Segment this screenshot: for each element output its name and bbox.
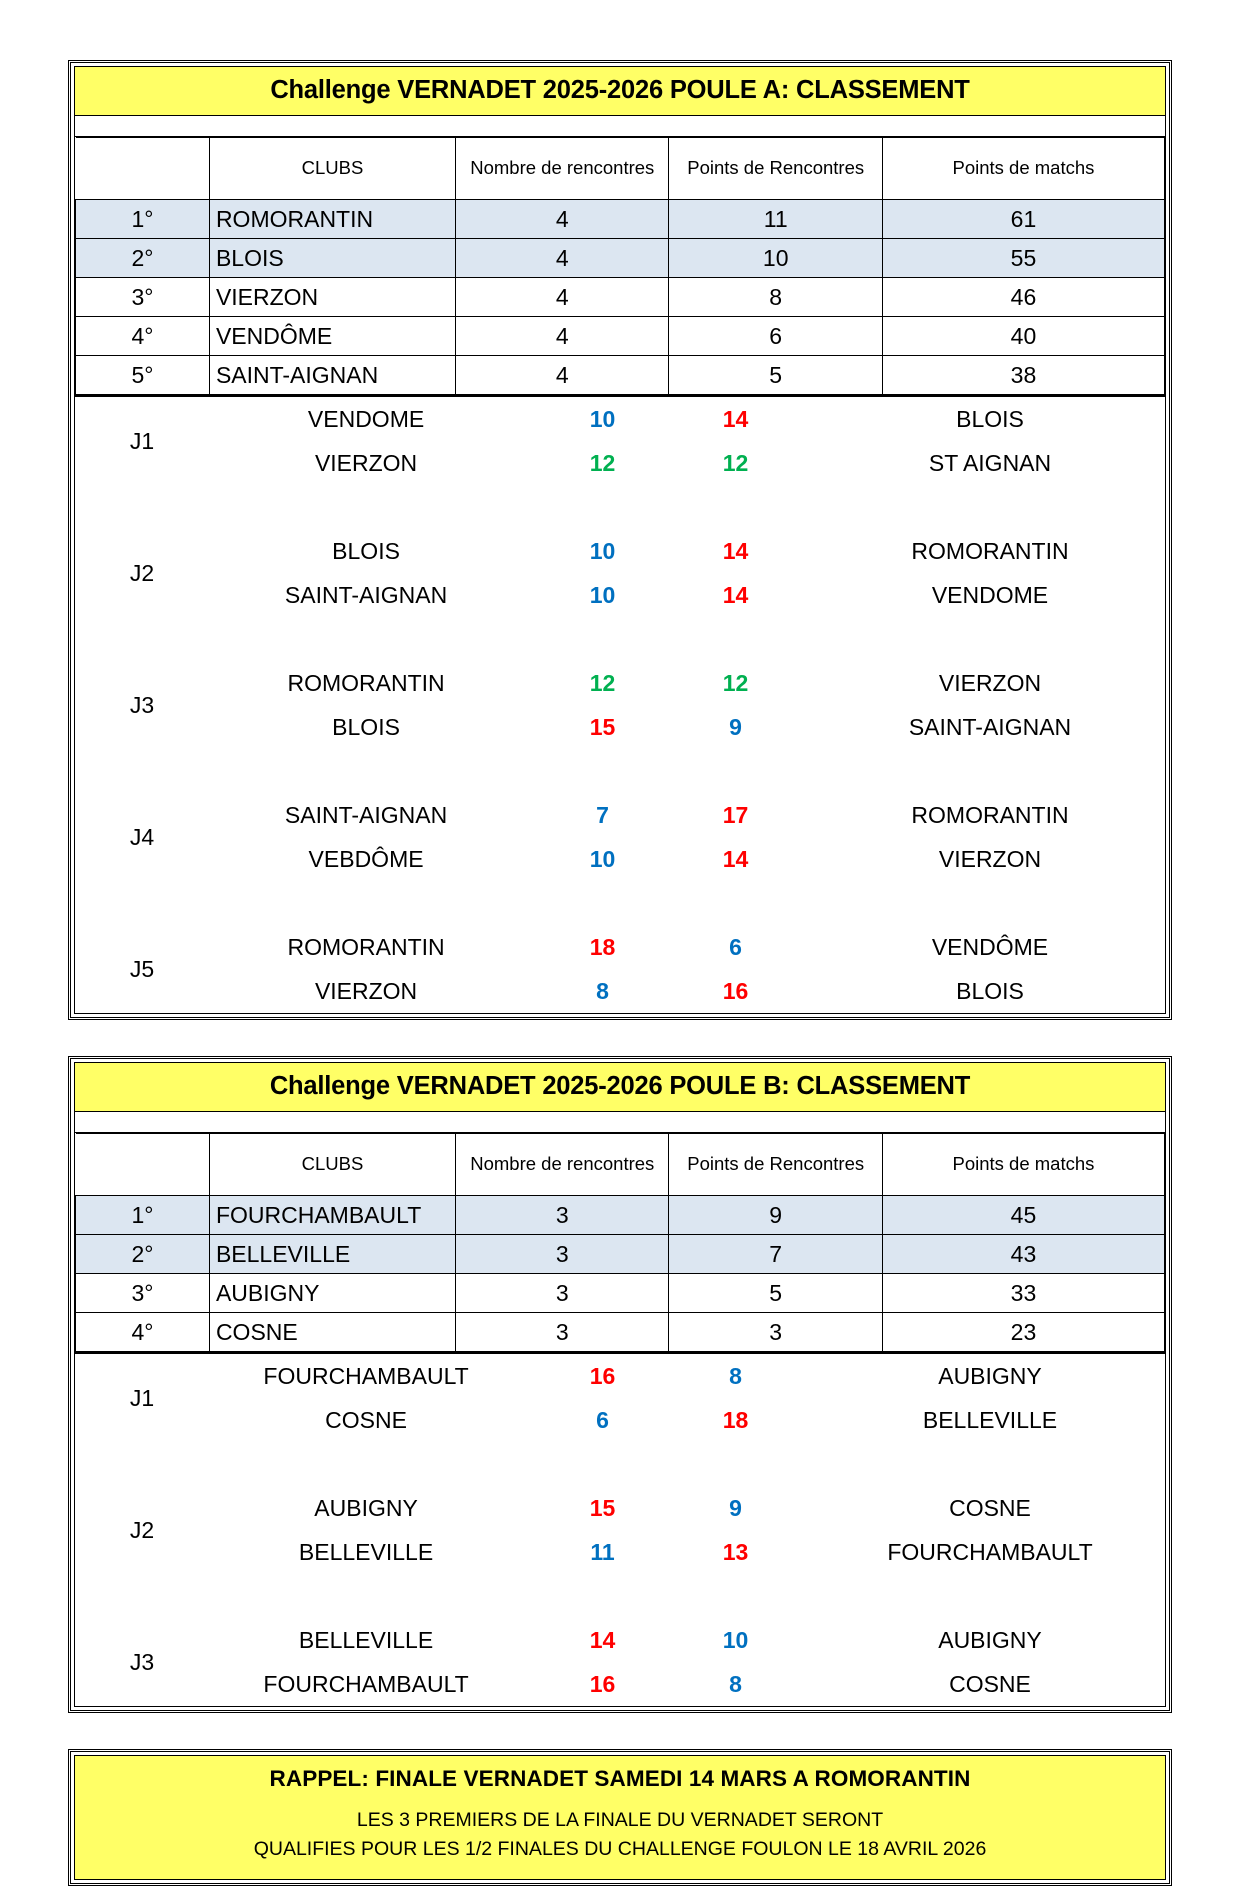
match-home-score: 15: [589, 1494, 616, 1521]
standings-points-matchs: 38: [882, 356, 1164, 395]
match-away-team: VIERZON: [938, 845, 1042, 872]
poule-a-panel: [68, 60, 1172, 1020]
standings-points-matchs: 40: [882, 317, 1164, 356]
round-day-label: J3: [129, 691, 155, 718]
match-home-team: ROMORANTIN: [287, 933, 445, 960]
standings-club: ROMORANTIN: [209, 200, 455, 239]
poule-b-matches-body: [75, 1354, 1165, 1706]
match-home-team: VIERZON: [314, 977, 418, 1004]
round-gap: [75, 617, 1165, 661]
match-away-score: 8: [729, 1362, 742, 1389]
standings-nb-rencontres: 3: [456, 1235, 669, 1274]
standings-rank: 1°: [76, 200, 210, 239]
match-home-team: AUBIGNY: [314, 1494, 418, 1521]
match-row: [75, 1530, 1165, 1574]
match-away-team: VENDÔME: [931, 933, 1049, 960]
standings-nb-rencontres: 4: [456, 356, 669, 395]
match-away-score: 6: [729, 933, 742, 960]
round-day-label: J3: [129, 1648, 155, 1675]
match-row: [75, 1662, 1165, 1706]
match-home-score: 14: [589, 1626, 616, 1653]
match-home-score: 10: [589, 581, 616, 608]
match-home-score: 15: [589, 713, 616, 740]
standings-club: FOURCHAMBAULT: [209, 1196, 455, 1235]
match-home-team: COSNE: [325, 1406, 407, 1433]
match-home-score: 12: [589, 669, 616, 696]
match-home-team: FOURCHAMBAULT: [263, 1670, 469, 1697]
match-away-score: 18: [722, 1406, 749, 1433]
round-day-label: J2: [129, 1516, 155, 1543]
match-home-team: BLOIS: [332, 713, 400, 740]
match-away-team: BLOIS: [956, 405, 1024, 432]
match-away-score: 16: [722, 977, 749, 1004]
standings-nb-rencontres: 4: [456, 200, 669, 239]
round-gap: [75, 881, 1165, 925]
match-home-team: BELLEVILLE: [298, 1626, 434, 1653]
header-points-matchs: Points de matchs: [882, 1134, 1164, 1196]
match-away-team: COSNE: [949, 1670, 1031, 1697]
match-home-score: 10: [589, 537, 616, 564]
match-home-team: FOURCHAMBAULT: [263, 1362, 469, 1389]
reminder-line-1: LES 3 PREMIERS DE LA FINALE DU VERNADET SERONT: [356, 1809, 884, 1831]
standings-rank: 4°: [76, 317, 210, 356]
standings-points-matchs: 61: [882, 200, 1164, 239]
round-gap-cell: [75, 485, 1165, 529]
reminder-panel: [68, 1749, 1172, 1886]
standings-points-matchs: 45: [882, 1196, 1164, 1235]
standings-rank: 2°: [76, 239, 210, 278]
standings-nb-rencontres: 4: [456, 239, 669, 278]
header-points-rencontres: Points de Rencontres: [669, 1134, 882, 1196]
match-away-team: ROMORANTIN: [911, 537, 1069, 564]
round-gap: [75, 485, 1165, 529]
poule-b-title: Challenge VERNADET 2025-2026 POULE B: CLASSEMENT: [75, 1063, 1165, 1112]
standings-header-row: [76, 1134, 1165, 1196]
match-row: [75, 1486, 1165, 1530]
match-home-team: BLOIS: [332, 537, 400, 564]
match-away-team: BELLEVILLE: [922, 1406, 1058, 1433]
match-away-team: FOURCHAMBAULT: [887, 1538, 1093, 1565]
header-points-rencontres: Points de Rencontres: [669, 138, 882, 200]
standings-points-rencontres: 6: [669, 317, 882, 356]
standings-nb-rencontres: 4: [456, 278, 669, 317]
match-away-score: 10: [722, 1626, 749, 1653]
match-away-score: 17: [722, 801, 749, 828]
match-away-score: 14: [722, 581, 749, 608]
match-home-score: 11: [590, 1538, 615, 1565]
standings-rank: 1°: [76, 1196, 210, 1235]
match-row: [75, 1618, 1165, 1662]
match-home-team: SAINT-AIGNAN: [284, 801, 448, 828]
match-away-score: 12: [722, 669, 749, 696]
standings-club: COSNE: [209, 1313, 455, 1352]
standings-row: [76, 1235, 1165, 1274]
standings-nb-rencontres: 4: [456, 317, 669, 356]
match-home-score: 16: [589, 1362, 616, 1389]
standings-points-rencontres: 7: [669, 1235, 882, 1274]
poule-a-standings-body: [76, 200, 1165, 395]
standings-club: BLOIS: [209, 239, 455, 278]
match-home-team: VENDOME: [307, 405, 425, 432]
match-away-team: AUBIGNY: [938, 1626, 1042, 1653]
standings-nb-rencontres: 3: [456, 1313, 669, 1352]
poule-b-panel: [68, 1056, 1172, 1713]
match-home-team: BELLEVILLE: [298, 1538, 434, 1565]
match-home-score: 7: [596, 801, 609, 828]
standings-row: [76, 317, 1165, 356]
standings-club: VIERZON: [209, 278, 455, 317]
standings-rank: 2°: [76, 1235, 210, 1274]
match-home-team: VIERZON: [314, 449, 418, 476]
match-row: [75, 661, 1165, 705]
standings-row: [76, 239, 1165, 278]
header-clubs: CLUBS: [209, 1134, 455, 1196]
poule-b-matches-table: [75, 1354, 1165, 1706]
round-gap-cell: [75, 881, 1165, 925]
poule-a-title: Challenge VERNADET 2025-2026 POULE A: CLASSEMENT: [75, 67, 1165, 116]
reminder-line-2: QUALIFIES POUR LES 1/2 FINALES DU CHALLENGE FOULON LE 18 AVRIL 2026: [253, 1838, 987, 1861]
poule-a-spacer: [75, 116, 1165, 137]
standings-club: VENDÔME: [209, 317, 455, 356]
poule-b-standings-table: [75, 1133, 1165, 1352]
match-row: [75, 573, 1165, 617]
match-away-score: 14: [722, 405, 749, 432]
poule-a-matches-table: [75, 397, 1165, 1013]
header-clubs: CLUBS: [209, 138, 455, 200]
match-row: [75, 793, 1165, 837]
match-row: [75, 1354, 1165, 1398]
header-nb-rencontres: Nombre de rencontres: [456, 1134, 669, 1196]
poule-b-standings-body: [76, 1196, 1165, 1352]
match-row: [75, 397, 1165, 441]
standings-row: [76, 1313, 1165, 1352]
round-gap-cell: [75, 617, 1165, 661]
standings-points-rencontres: 9: [669, 1196, 882, 1235]
standings-row: [76, 1274, 1165, 1313]
match-away-team: AUBIGNY: [938, 1362, 1042, 1389]
standings-nb-rencontres: 3: [456, 1196, 669, 1235]
match-home-team: ROMORANTIN: [287, 669, 445, 696]
standings-row: [76, 356, 1165, 395]
match-row: [75, 969, 1165, 1013]
match-home-team: VEBDÔME: [308, 845, 424, 872]
match-home-score: 18: [589, 933, 616, 960]
match-away-score: 9: [729, 1494, 742, 1521]
match-row: [75, 925, 1165, 969]
match-home-score: 16: [589, 1670, 616, 1697]
match-home-score: 12: [589, 449, 616, 476]
header-rank: [76, 138, 210, 200]
match-away-team: COSNE: [949, 1494, 1031, 1521]
standings-header-row: [76, 138, 1165, 200]
round-gap: [75, 749, 1165, 793]
match-home-score: 8: [596, 977, 609, 1004]
standings-points-matchs: 33: [882, 1274, 1164, 1313]
match-home-score: 10: [589, 405, 616, 432]
poule-b-matches: [75, 1352, 1165, 1706]
standings-points-matchs: 46: [882, 278, 1164, 317]
round-gap-cell: [75, 1574, 1165, 1618]
poule-a-matches-body: [75, 397, 1165, 1013]
standings-points-matchs: 23: [882, 1313, 1164, 1352]
standings-rank: 4°: [76, 1313, 210, 1352]
standings-nb-rencontres: 3: [456, 1274, 669, 1313]
standings-points-rencontres: 8: [669, 278, 882, 317]
header-rank: [76, 1134, 210, 1196]
header-points-matchs: Points de matchs: [882, 138, 1164, 200]
match-home-team: SAINT-AIGNAN: [284, 581, 448, 608]
standings-points-rencontres: 11: [669, 200, 882, 239]
standings-club: AUBIGNY: [209, 1274, 455, 1313]
match-row: [75, 441, 1165, 485]
standings-rank: 5°: [76, 356, 210, 395]
standings-rank: 3°: [76, 278, 210, 317]
match-away-team: SAINT-AIGNAN: [908, 713, 1072, 740]
match-away-team: BLOIS: [956, 977, 1024, 1004]
round-day-label: J1: [129, 427, 155, 454]
match-row: [75, 1398, 1165, 1442]
match-away-team: VENDOME: [931, 581, 1049, 608]
poule-a-matches: [75, 395, 1165, 1013]
reminder-title: RAPPEL: FINALE VERNADET SAMEDI 14 MARS A ROMORANTIN: [269, 1766, 971, 1791]
poule-b-spacer: [75, 1112, 1165, 1133]
standings-points-matchs: 55: [882, 239, 1164, 278]
match-row: [75, 837, 1165, 881]
match-row: [75, 529, 1165, 573]
standings-points-matchs: 43: [882, 1235, 1164, 1274]
round-day-label: J4: [129, 823, 155, 850]
match-away-score: 9: [729, 713, 742, 740]
match-away-team: ROMORANTIN: [911, 801, 1069, 828]
poule-a-standings-table: [75, 137, 1165, 395]
standings-club: BELLEVILLE: [209, 1235, 455, 1274]
match-away-team: VIERZON: [938, 669, 1042, 696]
match-home-score: 10: [589, 845, 616, 872]
match-away-score: 14: [722, 537, 749, 564]
match-away-score: 13: [722, 1538, 749, 1565]
standings-points-rencontres: 3: [669, 1313, 882, 1352]
standings-row: [76, 200, 1165, 239]
round-gap: [75, 1442, 1165, 1486]
round-day-label: J2: [129, 559, 155, 586]
round-gap-cell: [75, 1442, 1165, 1486]
standings-row: [76, 278, 1165, 317]
standings-points-rencontres: 5: [669, 356, 882, 395]
round-day-label: J1: [129, 1384, 155, 1411]
match-row: [75, 705, 1165, 749]
header-nb-rencontres: Nombre de rencontres: [456, 138, 669, 200]
match-away-score: 14: [722, 845, 749, 872]
round-gap: [75, 1574, 1165, 1618]
standings-club: SAINT-AIGNAN: [209, 356, 455, 395]
standings-row: [76, 1196, 1165, 1235]
round-gap-cell: [75, 749, 1165, 793]
round-day-label: J5: [129, 955, 155, 982]
match-away-score: 12: [722, 449, 749, 476]
match-home-score: 6: [596, 1406, 609, 1433]
standings-rank: 3°: [76, 1274, 210, 1313]
match-away-score: 8: [729, 1670, 742, 1697]
match-away-team: ST AIGNAN: [928, 449, 1052, 476]
standings-points-rencontres: 5: [669, 1274, 882, 1313]
standings-points-rencontres: 10: [669, 239, 882, 278]
